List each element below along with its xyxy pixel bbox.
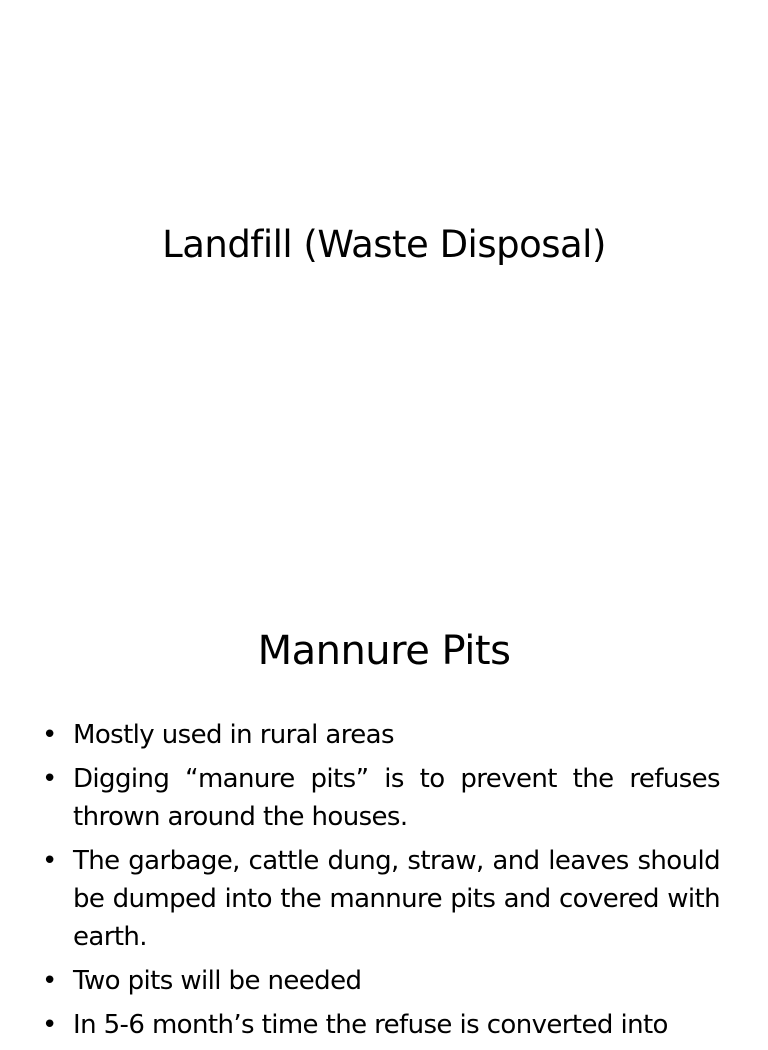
slide-mannure-pits bbox=[0, 576, 768, 1040]
slide-title: Mannure Pits bbox=[257, 628, 511, 674]
bullet-item bbox=[42, 760, 720, 836]
bullet-text: Mostly used in rural areas bbox=[73, 720, 394, 750]
bullet-text: The garbage, cattle dung, straw, and leaves should be dumped into the mannure pits and covered with earth. bbox=[73, 846, 720, 952]
bullet-item bbox=[42, 962, 720, 1000]
bullet-item bbox=[42, 842, 720, 956]
bullet-item bbox=[42, 716, 720, 754]
bullet-icon: • bbox=[42, 846, 57, 876]
bullet-icon: • bbox=[42, 1010, 57, 1040]
bullet-list bbox=[42, 716, 720, 1050]
bullet-text: Digging “manure pits” is to prevent the refuses thrown around the houses. bbox=[73, 764, 720, 832]
bullet-icon: • bbox=[42, 720, 57, 750]
slide-title: Landfill (Waste Disposal) bbox=[162, 223, 606, 266]
bullet-icon: • bbox=[42, 966, 57, 996]
bullet-icon: • bbox=[42, 764, 57, 794]
bullet-text: In 5-6 month’s time the refuse is converted into bbox=[73, 1010, 668, 1040]
bullet-text: Two pits will be needed bbox=[73, 966, 362, 996]
bullet-item bbox=[42, 1006, 720, 1044]
